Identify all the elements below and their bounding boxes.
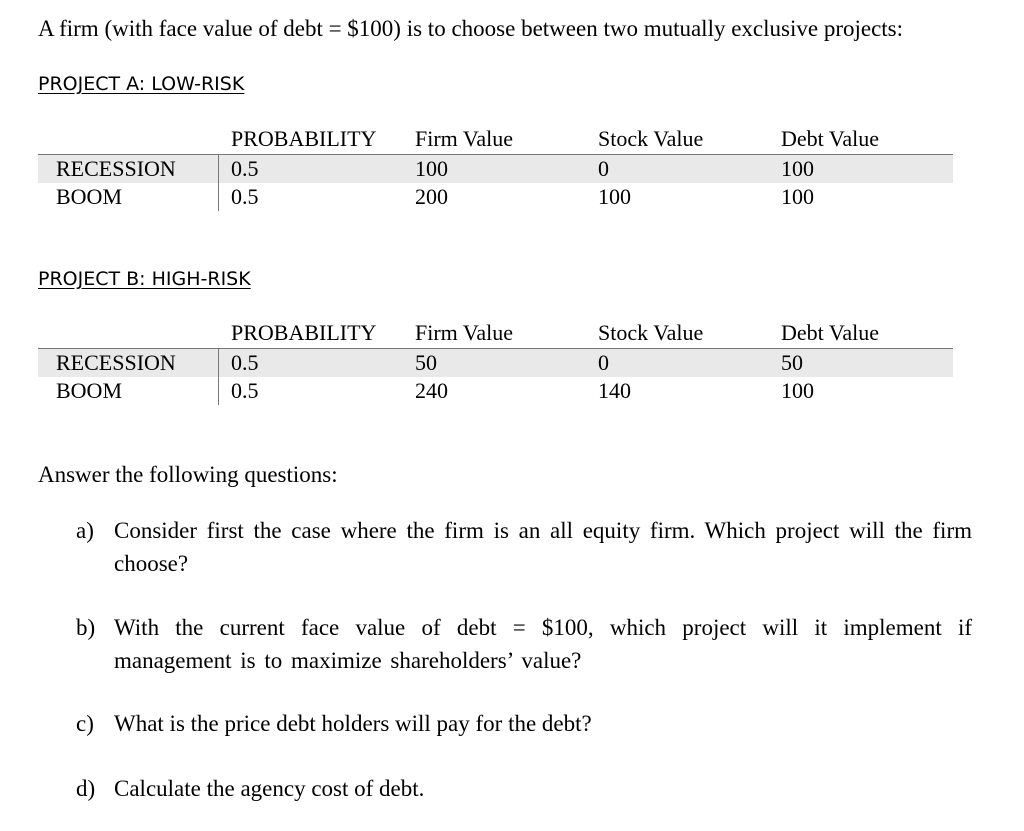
row-stock-value: 0 [598, 156, 609, 181]
row-state: RECESSION [56, 156, 176, 181]
question-b [76, 611, 972, 677]
project-b-heading: PROJECT B: HIGH-RISK [38, 268, 251, 290]
intro-text: A firm (with face value of debt = $100) is to choose between two mutually exclusive projects: [38, 16, 904, 41]
table-divider [218, 349, 219, 405]
project-a-table [38, 124, 953, 211]
question-label: a) [76, 518, 94, 543]
row-probability: 0.5 [231, 350, 259, 375]
row-state: BOOM [56, 378, 123, 403]
answer-lead: Answer the following questions: [38, 462, 338, 487]
question-text: Calculate the agency cost of debt. [114, 776, 425, 801]
header-probability: PROBABILITY [231, 126, 377, 151]
row-firm-value: 100 [415, 156, 448, 181]
row-firm-value: 240 [415, 378, 448, 403]
row-state: RECESSION [56, 350, 176, 375]
project-b-table [38, 318, 953, 405]
header-stock-value: Stock Value [598, 320, 704, 345]
row-probability: 0.5 [231, 184, 259, 209]
row-state: BOOM [56, 184, 123, 209]
project-a-heading: PROJECT A: LOW-RISK [38, 73, 245, 95]
question-label: d) [76, 776, 96, 801]
row-stock-value: 140 [598, 378, 631, 403]
header-firm-value: Firm Value [415, 320, 513, 345]
row-stock-value: 0 [598, 350, 609, 375]
row-firm-value: 200 [415, 184, 448, 209]
question-text: What is the price debt holders will pay for the debt? [114, 711, 592, 736]
table-header-row [38, 124, 953, 155]
question-a [76, 514, 972, 580]
question-d [76, 772, 972, 805]
table-row [38, 349, 953, 377]
row-debt-value: 50 [781, 350, 803, 375]
row-stock-value: 100 [598, 184, 631, 209]
header-debt-value: Debt Value [781, 126, 879, 151]
header-probability: PROBABILITY [231, 320, 377, 345]
row-debt-value: 100 [781, 184, 814, 209]
table-divider [218, 155, 219, 211]
question-text: With the current face value of debt = $100, which project will it implement if management is to maximize shareholders’ value? [114, 615, 972, 673]
question-label: b) [76, 615, 96, 640]
table-row [38, 155, 953, 183]
table-row [38, 183, 953, 211]
table-row [38, 377, 953, 405]
question-c [76, 707, 972, 740]
header-firm-value: Firm Value [415, 126, 513, 151]
header-stock-value: Stock Value [598, 126, 704, 151]
row-probability: 0.5 [231, 156, 259, 181]
question-text: Consider first the case where the firm is an all equity firm. Which project will the firm choose? [114, 518, 972, 576]
row-debt-value: 100 [781, 156, 814, 181]
question-label: c) [76, 711, 94, 736]
table-header-row [38, 318, 953, 349]
row-probability: 0.5 [231, 378, 259, 403]
row-debt-value: 100 [781, 378, 814, 403]
row-firm-value: 50 [415, 350, 437, 375]
header-debt-value: Debt Value [781, 320, 879, 345]
